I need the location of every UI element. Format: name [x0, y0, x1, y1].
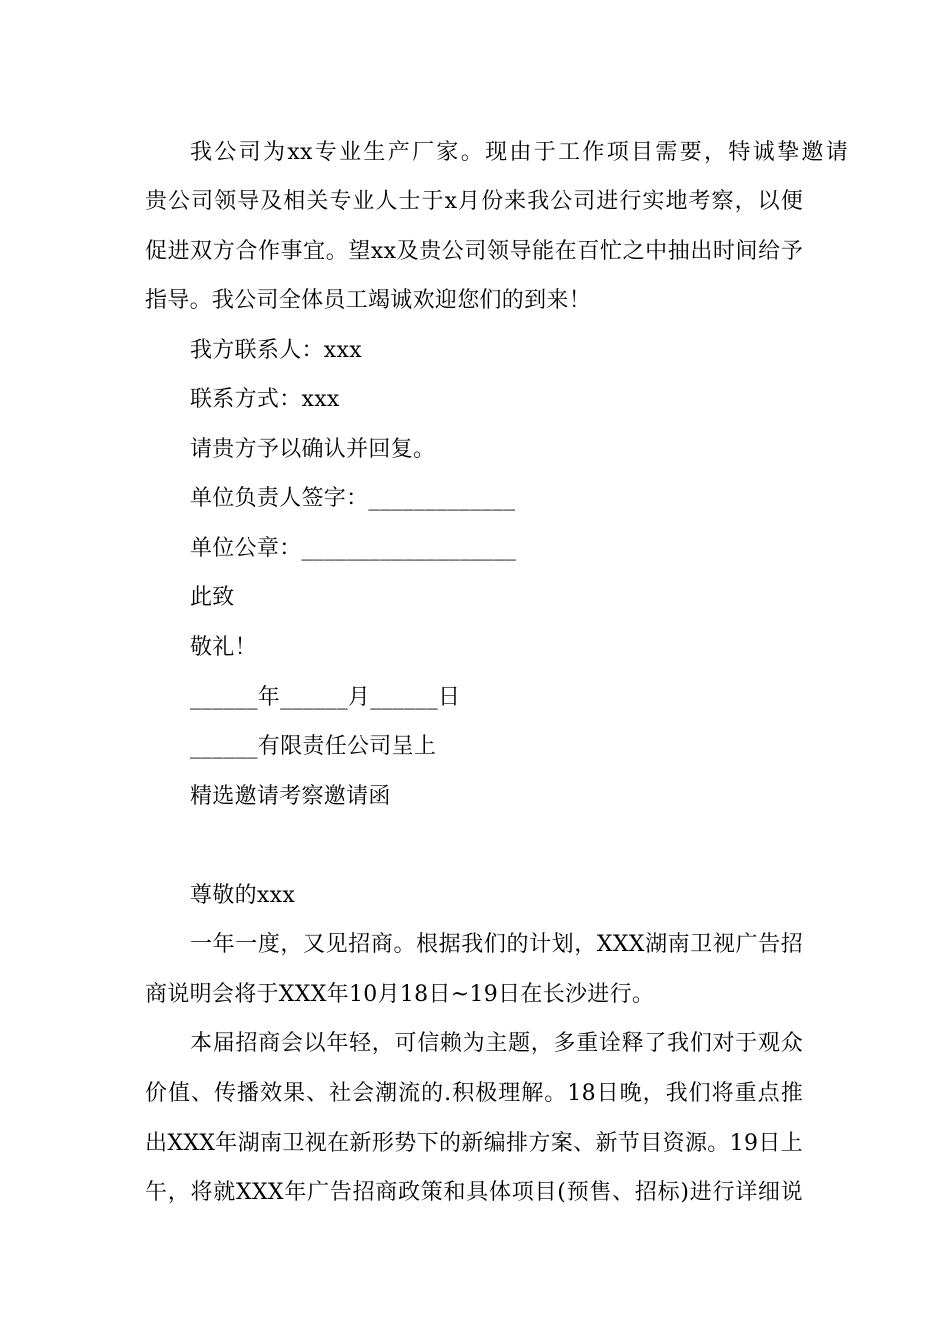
paragraph-line: 促进双方合作事宜。望xx及贵公司领导能在百忙之中抽出时间给予 — [145, 239, 803, 264]
signature-field: 单位负责人签字：_____________ — [190, 486, 516, 511]
closing-greeting: 此致 — [190, 585, 235, 610]
paragraph-line: 指导。我公司全体员工竭诚欢迎您们的到来！ — [145, 288, 592, 313]
closing-salute: 敬礼！ — [190, 635, 257, 660]
section-title: 精选邀请考察邀请函 — [190, 784, 391, 809]
sender-line: ______有限责任公司呈上 — [190, 734, 437, 759]
paragraph-line: 商说明会将于XXX年10月18日~19日在长沙进行。 — [145, 982, 655, 1007]
contact-method: 联系方式：xxx — [190, 387, 340, 412]
confirm-request: 请贵方予以确认并回复。 — [190, 437, 436, 462]
paragraph-line: 出XXX年湖南卫视在新形势下的新编排方案、新节目资源。19日上 — [145, 1131, 803, 1156]
paragraph-line: 我公司为xx专业生产厂家。现由于工作项目需要，特诚挚邀请 — [190, 140, 848, 165]
paragraph-line: 价值、传播效果、社会潮流的.积极理解。18日晚，我们将重点推 — [145, 1081, 803, 1106]
salutation: 尊敬的xxx — [190, 883, 296, 908]
paragraph-line: 贵公司领导及相关专业人士于x月份来我公司进行实地考察，以便 — [145, 189, 803, 214]
paragraph-line: 一年一度，又见招商。根据我们的计划，XXX湖南卫视广告招 — [190, 932, 803, 957]
paragraph-line: 午，将就XXX年广告招商政策和具体项目(预售、招标)进行详细说 — [145, 1180, 803, 1205]
date-line: ______年______月______日 — [190, 685, 461, 710]
seal-field: 单位公章：___________________ — [190, 536, 517, 561]
paragraph-line: 本届招商会以年轻，可信赖为主题，多重诠释了我们对于观众 — [190, 1031, 803, 1056]
contact-person: 我方联系人：xxx — [190, 338, 362, 363]
